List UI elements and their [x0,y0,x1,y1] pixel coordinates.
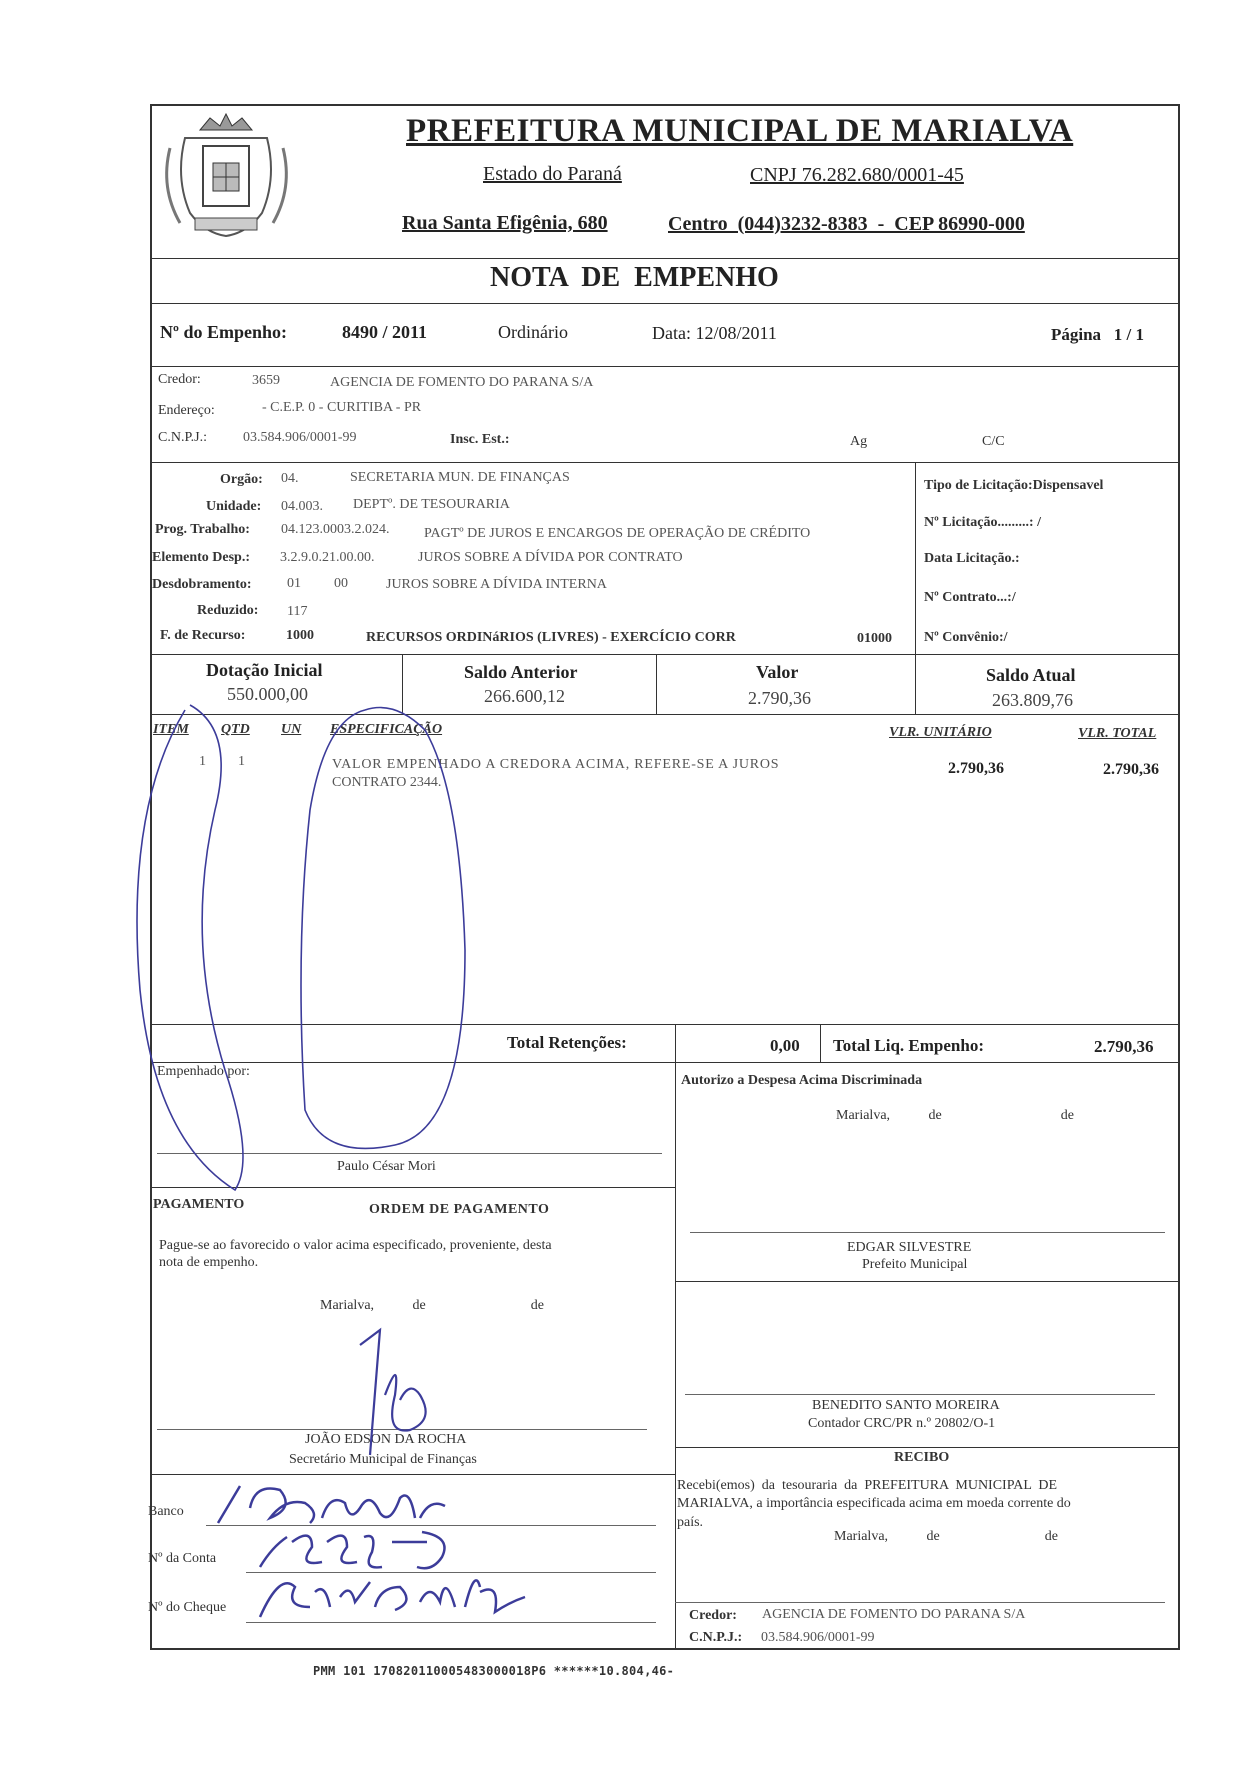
cnpj-prefeitura: CNPJ 76.282.680/0001-45 [750,164,964,186]
unidade-code: 04.003. [281,499,323,514]
col-header-vlr-total: VLR. TOTAL [1078,726,1157,741]
cnpj-label: C.N.P.J.: [158,430,208,445]
bank-authentication-stamp: PMM 101 170820110005483000018P6 ******10.804,46- [313,1664,675,1678]
orgao-code: 04. [281,471,299,486]
table-row-unit-value: 2.790,36 [948,760,1004,777]
banco-label: Banco [148,1504,184,1519]
agencia-label: Ag [850,434,868,449]
credor-code: 3659 [252,373,280,388]
prefeitura-title: PREFEITURA MUNICIPAL DE MARIALVA [406,113,1074,149]
ordem-pagamento-label: ORDEM DE PAGAMENTO [369,1202,550,1217]
recurso-label: F. de Recurso: [160,628,246,643]
recibo-cnpj-label: C.N.P.J.: [689,1630,743,1645]
desdobramento-name: JUROS SOBRE A DÍVIDA INTERNA [386,577,607,592]
prog-trabalho-label: Prog. Trabalho: [155,522,250,537]
credor-name: AGENCIA DE FOMENTO DO PARANA S/A [330,375,594,390]
numero-contrato: Nº Contrato...:/ [924,590,1016,605]
prefeitura-contact: Centro (044)3232-8383 - CEP 86990-000 [668,213,1025,235]
elemento-code: 3.2.9.0.21.00.00. [280,550,375,565]
recibo-credor-name: AGENCIA DE FOMENTO DO PARANA S/A [762,1607,1026,1622]
elemento-label: Elemento Desp.: [152,550,250,565]
empenho-number: 8490 / 2011 [342,322,428,342]
saldo-atual-label: Saldo Atual [986,665,1076,685]
recibo-text-1: Recebi(emos) da tesouraria da PREFEITURA MUNICIPAL DE [677,1478,1058,1493]
saldo-anterior-label: Saldo Anterior [464,662,578,682]
autorizo-title: Autorizo a Despesa Acima Discriminada [681,1073,923,1088]
col-header-especificacao: ESPECIFICAÇÃO [330,722,443,737]
table-row-item: 1 [199,754,206,769]
prefeitura-address: Rua Santa Efigênia, 680 [402,212,608,234]
numero-licitacao: Nº Licitação.........: / [924,515,1041,530]
pague-se-text-2: nota de empenho. [159,1255,259,1270]
secretario-title: Secretário Municipal de Finanças [289,1452,477,1467]
desdobramento-code-a: 01 [287,576,301,591]
cheque-label: Nº do Cheque [148,1600,227,1615]
elemento-name: JUROS SOBRE A DÍVIDA POR CONTRATO [418,550,683,565]
reduzido-label: Reduzido: [197,603,259,618]
tipo-licitacao: Tipo de Licitação:Dispensavel [924,478,1104,493]
empenhado-por-label: Empenhado por: [157,1064,250,1079]
empenho-label: Nº do Empenho: [160,322,287,342]
ordem-city-date: Marialva, de de [320,1298,544,1313]
prog-trabalho-code: 04.123.0003.2.024. [281,522,390,537]
document-title: NOTA DE EMPENHO [490,262,779,293]
empenhado-por-name: Paulo César Mori [337,1159,436,1174]
saldo-anterior-value: 266.600,12 [484,686,565,706]
secretario-name: JOÃO EDSON DA ROCHA [305,1432,467,1447]
reduzido-code: 117 [287,604,308,619]
prog-trabalho-name: PAGTº DE JUROS E ENCARGOS DE OPERAÇÃO DE CRÉDITO [424,526,811,541]
contador-name: BENEDITO SANTO MOREIRA [812,1398,1000,1413]
empenho-date: Data: 12/08/2011 [652,323,777,343]
table-row-spec-line1: VALOR EMPENHADO A CREDORA ACIMA, REFERE-SE A JUROS [332,757,780,772]
cheque-handwritten [255,1562,535,1622]
total-liquido-value: 2.790,36 [1094,1037,1154,1056]
table-row-qtd: 1 [238,754,245,769]
orgao-name: SECRETARIA MUN. DE FINANÇAS [350,470,570,485]
recurso-name: RECURSOS ORDINáRIOS (LIVRES) - EXERCÍCIO CORR [366,630,736,645]
total-retencoes-label: Total Retenções: [507,1033,627,1052]
valor-label: Valor [756,662,799,682]
recurso-code: 1000 [286,628,314,643]
desdobramento-code-b: 00 [334,576,348,591]
insc-est-label: Insc. Est.: [450,432,510,447]
banco-handwritten [210,1478,450,1528]
recibo-text-3: país. [677,1515,704,1530]
autorizo-city-date: Marialva, de de [836,1108,1074,1123]
empenho-type: Ordinário [498,322,568,342]
credor-cnpj: 03.584.906/0001-99 [243,430,357,445]
numero-convenio: Nº Convênio:/ [924,630,1008,645]
credor-label: Credor: [158,372,201,387]
total-liquido-label: Total Liq. Empenho: [833,1036,984,1055]
recibo-credor-label: Credor: [689,1608,737,1623]
credor-address: - C.E.P. 0 - CURITIBA - PR [262,400,422,415]
valor-value: 2.790,36 [748,688,811,708]
desdobramento-label: Desdobramento: [152,577,252,592]
dotacao-inicial-label: Dotação Inicial [206,660,323,680]
data-licitacao: Data Licitação.: [924,551,1020,566]
dotacao-inicial-value: 550.000,00 [227,684,308,704]
conta-label: Nº da Conta [148,1551,217,1566]
contador-title: Contador CRC/PR n.º 20802/O-1 [808,1416,996,1431]
table-row-total-value: 2.790,36 [1103,761,1159,778]
orgao-label: Orgão: [220,472,263,487]
col-header-qtd: QTD [221,722,250,737]
total-retencoes-value: 0,00 [770,1036,800,1055]
pagamento-label: PAGAMENTO [153,1197,245,1212]
col-header-item: ITEM [153,722,189,737]
col-header-vlr-unitario: VLR. UNITÁRIO [889,725,992,740]
endereco-label: Endereço: [158,403,215,418]
saldo-atual-value: 263.809,76 [992,690,1073,710]
unidade-name: DEPTº. DE TESOURARIA [353,497,510,512]
state-name: Estado do Paraná [483,163,622,185]
unidade-label: Unidade: [206,499,262,514]
recibo-cnpj-value: 03.584.906/0001-99 [761,1630,875,1645]
table-row-spec-line2: CONTRATO 2344. [332,775,442,790]
recibo-text-2: MARIALVA, a importância especificada acima em moeda corrente do [677,1496,1071,1511]
conta-corrente-label: C/C [982,434,1005,449]
mayor-title: Prefeito Municipal [862,1257,968,1272]
col-header-un: UN [281,722,302,737]
page-number: Página 1 / 1 [1051,325,1145,344]
coat-of-arms-icon [155,108,298,246]
recurso-fonte-code: 01000 [857,631,892,646]
pague-se-text-1: Pague-se ao favorecido o valor acima especificado, proveniente, desta [159,1238,552,1253]
recibo-title: RECIBO [894,1450,950,1465]
mayor-name: EDGAR SILVESTRE [847,1240,972,1255]
recibo-city-date: Marialva, de de [834,1529,1058,1544]
